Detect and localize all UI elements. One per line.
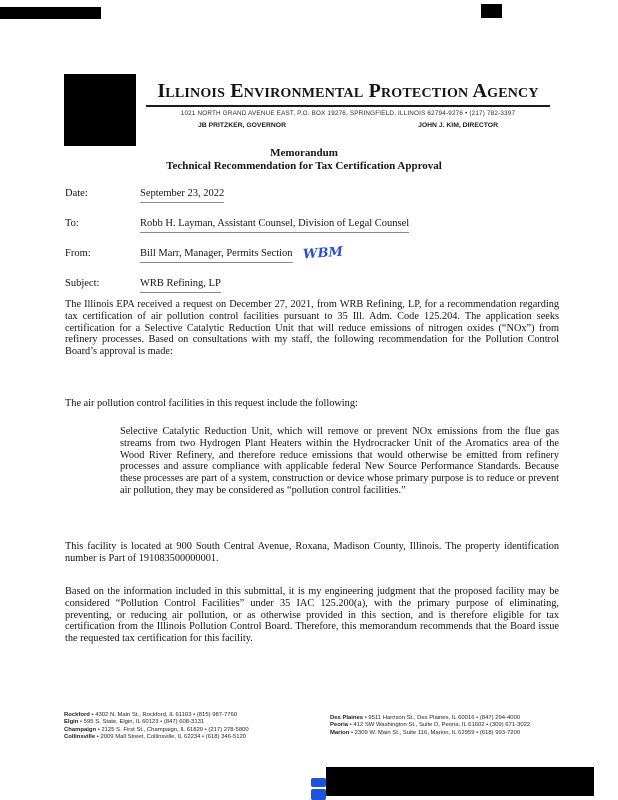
date-value: September 23, 2022 [140, 188, 224, 203]
paragraph-recommendation: Based on the information included in this submittal, it is my engineering judgment that the proposed facility may be considered “Pollution Control Facilities” under 35 IAC 125.200(a), with the primary purpose of eliminating, preventing, or reducing air pollution, or as otherwise provided in this section, and is therefore eligible for tax certification from the Illinois Pollution Control Board. Therefore, this memorandum recommends that the Board issue the requested tax certification for this facility. [65, 586, 559, 645]
from-value: Bill Marr, Manager, Permits Section [140, 248, 293, 263]
field-row-to [65, 218, 565, 233]
memo-fields [65, 188, 565, 308]
office-info: • 2009 Mall Street, Collinsville, IL 62234 • (618) 346-5120 [96, 734, 247, 741]
redaction-box-top-left [0, 7, 101, 19]
paragraph-facilities-lead: The air pollution control facilities in this request include the following: [65, 398, 358, 409]
office-line [64, 712, 249, 719]
from-label: From: [65, 248, 91, 259]
office-city: Collinsville [64, 734, 96, 741]
memo-title: Memorandum [270, 147, 338, 159]
handwritten-initials: WBM [302, 244, 343, 263]
stamp-segment [311, 789, 326, 800]
agency-address: 1021 NORTH GRAND AVENUE EAST, P.O. BOX 19276, SPRINGFIELD, ILLINOIS 62794-9276 • (217) 782-3397 [180, 110, 516, 117]
to-label: To: [65, 218, 79, 229]
governor-name: JB PRITZKER, GOVERNOR [198, 122, 286, 129]
office-city: Marion [330, 729, 350, 736]
blue-stamp-mark [311, 778, 326, 800]
office-city: Elgin [64, 719, 79, 726]
paragraph-facility-description: Selective Catalytic Reduction Unit, which will remove or prevent NOx emissions from the flue gas streams from two Hydrogen Plant Heaters within the Hydrocracker Unit of the Aromatics area of the Wood River Refinery, and therefore reduce emissions that would otherwise be emitted from refinery processes and assure compliance with applicable federal New Source Performance Standards. Because these processes are part of a system, construction or device whose primary purpose is to reduce or prevent air pollution, they may be considered as “pollution control facilities.” [120, 426, 559, 496]
redaction-box-top-right [481, 4, 502, 18]
office-city: Des Plaines [330, 715, 364, 721]
footer-offices-right [330, 715, 530, 737]
field-row-date [65, 188, 565, 203]
office-line [64, 734, 249, 741]
office-info: • 595 S. State, Elgin, IL 60123 • (847) 608-3131 [80, 719, 205, 726]
paragraph-intro: The Illinois EPA received a request on December 27, 2021, from WRB Refining, LP, for a recommendation regarding tax certification of air pollution control facilities pursuant to 35 Ill. Adm. Code 125.204. The application seeks certification for a Selective Catalytic Reduction Unit that will reduce emissions of nitrogen oxides (“NOx”) from refinery processes. Based on consultations with my staff, the following recommendation for the Pollution Control Board’s approval is made: [65, 299, 559, 358]
office-info: • 9511 Harrison St., Des Plaines, IL 60016 • (847) 294-4000 [364, 715, 521, 721]
office-city: Champaign [64, 726, 97, 733]
director-name: JOHN J. KIM, DIRECTOR [418, 122, 498, 129]
memo-heading [0, 147, 608, 172]
date-label: Date: [65, 188, 88, 199]
office-info: • 2125 S. First St., Champaign, IL 61820 • (217) 278-5800 [97, 726, 249, 733]
office-line [330, 722, 530, 729]
paragraph-location: This facility is located at 900 South Central Avenue, Roxana, Madison County, Illinois. The property identification number is Part of 191083500000001. [65, 541, 559, 564]
agency-logo-redacted [64, 74, 136, 146]
office-line [330, 715, 530, 722]
office-city: Rockford [64, 712, 90, 718]
office-city: Peoria [330, 722, 349, 729]
redaction-box-bottom [326, 767, 594, 796]
to-value: Robb H. Layman, Assistant Counsel, Division of Legal Counsel [140, 218, 409, 233]
footer-offices-left [64, 712, 249, 742]
memo-subtitle: Technical Recommendation for Tax Certification Approval [166, 160, 442, 172]
stamp-segment [311, 778, 326, 787]
office-line [64, 719, 249, 726]
officials-line [146, 122, 550, 129]
field-row-from [65, 244, 565, 263]
subject-value: WRB Refining, LP [140, 278, 221, 293]
letterhead [146, 80, 550, 129]
office-line [64, 727, 249, 734]
agency-name: Illinois Environmental Protection Agency [146, 80, 550, 107]
subject-label: Subject: [65, 278, 100, 290]
office-info: • 4302 N. Main St., Rockford, IL 61103 • (815) 987-7760 [91, 712, 238, 718]
office-info: • 2309 W. Main St., Suite 116, Marion, IL 62959 • (618) 993-7200 [350, 729, 521, 736]
office-info: • 412 SW Washington St., Suite D, Peoria, IL 61602 • (309) 671-3022 [349, 722, 531, 729]
office-line [330, 730, 530, 737]
field-row-subject [65, 278, 565, 293]
